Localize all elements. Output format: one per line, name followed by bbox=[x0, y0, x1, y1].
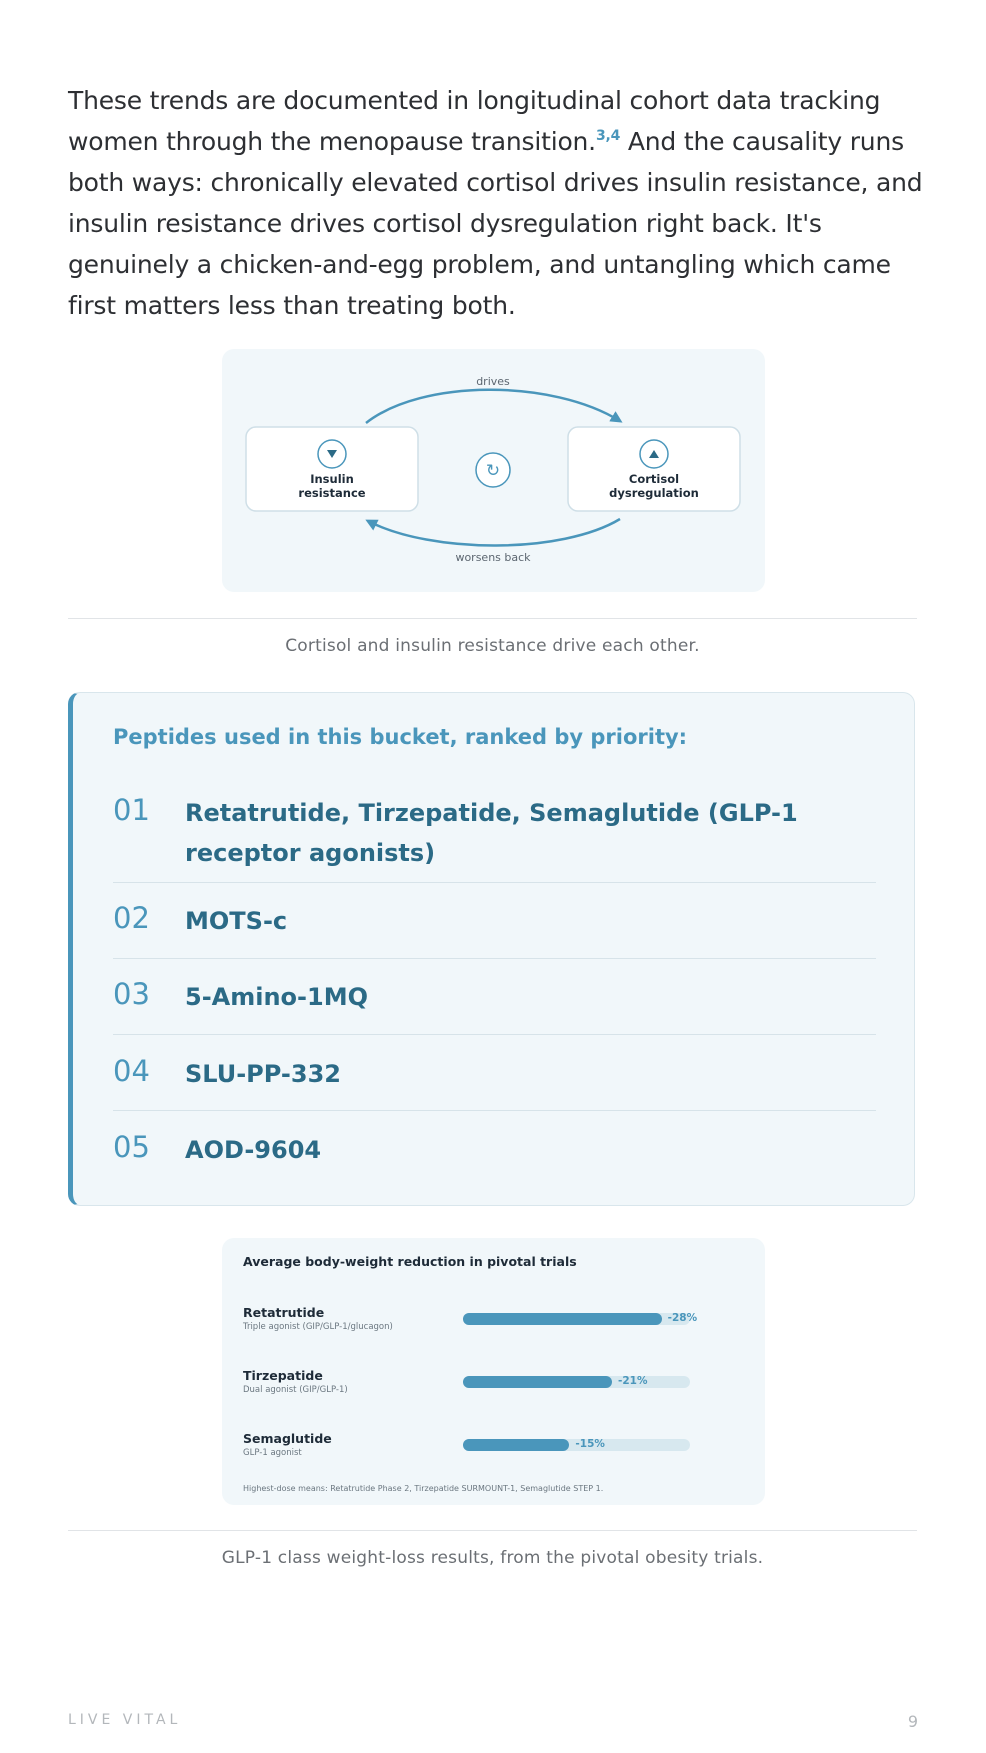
peptide-priority-callout bbox=[68, 692, 915, 1206]
bar-fill bbox=[463, 1439, 569, 1451]
item-number: 05 bbox=[113, 1130, 150, 1164]
svg-text:↻: ↻ bbox=[485, 461, 501, 481]
item-divider bbox=[113, 1110, 876, 1111]
caption-divider-1 bbox=[68, 618, 917, 619]
bottom-arrow bbox=[368, 519, 620, 546]
bar-value-label: -21% bbox=[617, 1375, 648, 1387]
item-divider bbox=[113, 882, 876, 883]
item-divider bbox=[113, 1034, 876, 1035]
bar-category-label: Semaglutide bbox=[243, 1431, 332, 1446]
top-arrow-label: drives bbox=[476, 375, 510, 388]
bar-subtitle: GLP-1 agonist bbox=[243, 1448, 302, 1458]
item-label: MOTS-c bbox=[185, 907, 288, 935]
cycle-icon bbox=[476, 453, 510, 487]
bar-fill bbox=[463, 1313, 662, 1325]
figure2-caption: GLP-1 class weight-loss results, from the pivotal obesity trials. bbox=[221, 1548, 764, 1568]
item-label: SLU-PP-332 bbox=[185, 1060, 341, 1088]
item-label: 5-Amino-1MQ bbox=[185, 983, 368, 1011]
chart-title: Average body-weight reduction in pivotal trials bbox=[243, 1254, 577, 1269]
item-number: 03 bbox=[113, 977, 150, 1011]
bar-subtitle: Triple agonist (GIP/GLP-1/glucagon) bbox=[243, 1322, 393, 1332]
cortisol-box-line2: dysregulation bbox=[609, 486, 699, 500]
insulin-box-line2: resistance bbox=[298, 486, 366, 500]
body-text-part-1: These trends are documented in longitudinal cohort data tracking women through the menopause transition. bbox=[68, 86, 881, 156]
item-label: Retatrutide, Tirzepatide, Semaglutide (GLP-1 receptor agonists) bbox=[185, 799, 798, 867]
bar-subtitle: Dual agonist (GIP/GLP-1) bbox=[243, 1385, 348, 1395]
bottom-arrow-label: worsens back bbox=[455, 551, 531, 564]
item-label: AOD-9604 bbox=[185, 1136, 322, 1164]
cycle-diagram bbox=[222, 349, 765, 592]
bar-value-label: -28% bbox=[667, 1312, 698, 1324]
bar-track bbox=[463, 1313, 690, 1325]
bar-value-label: -15% bbox=[575, 1438, 605, 1450]
bar-category-label: Tirzepatide bbox=[243, 1368, 323, 1383]
chart-note: Highest-dose means: Retatrutide Phase 2, Tirzepatide SURMOUNT-1, Semaglutide STEP 1. bbox=[243, 1484, 604, 1493]
top-arrow bbox=[366, 390, 620, 423]
weight-loss-chart-card bbox=[222, 1238, 765, 1505]
body-paragraph bbox=[68, 80, 928, 326]
caption-divider-2 bbox=[68, 1530, 917, 1531]
item-number: 04 bbox=[113, 1054, 150, 1088]
cortisol-box-line1: Cortisol bbox=[628, 472, 680, 486]
cortisol-dysregulation-box bbox=[568, 427, 740, 511]
insulin-box-line1: Insulin bbox=[310, 472, 354, 486]
callout-title: Peptides used in this bucket, ranked by priority: bbox=[113, 725, 688, 749]
bar-track bbox=[463, 1376, 690, 1388]
bar-category-label: Retatrutide bbox=[243, 1305, 325, 1320]
page-number: 9 bbox=[907, 1712, 918, 1731]
bar-fill bbox=[463, 1376, 612, 1388]
footer-brand: LIVE VITAL bbox=[68, 1712, 182, 1728]
body-text-part-2: And the causality runs both ways: chronically elevated cortisol drives insulin resistance, and insulin resistance drives cortisol dysregulation right back. It's genuinely a chicken-and-egg problem, and untangling which came first matters less than treating both. bbox=[68, 127, 923, 320]
cycle-diagram-card bbox=[222, 349, 765, 592]
insulin-resistance-box bbox=[246, 427, 418, 511]
figure1-caption: Cortisol and insulin resistance drive each other. bbox=[285, 636, 700, 656]
reference-superscript[interactable]: 3,4 bbox=[595, 128, 621, 144]
item-divider bbox=[113, 958, 876, 959]
item-number: 02 bbox=[113, 901, 150, 935]
item-number: 01 bbox=[113, 793, 150, 827]
